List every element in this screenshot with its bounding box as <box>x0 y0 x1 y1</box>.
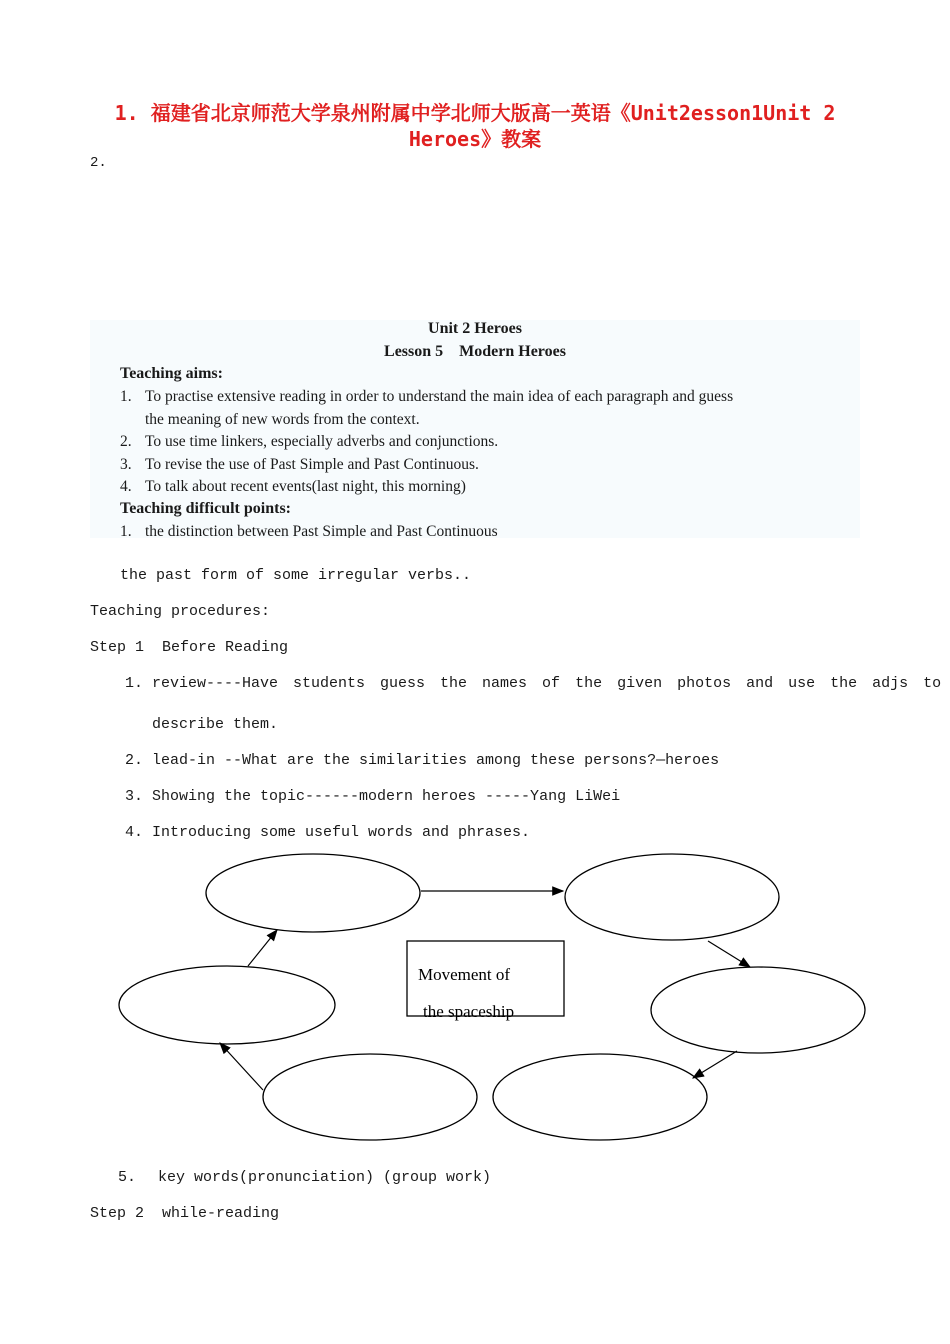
title-line-2: Heroes》教案 <box>408 127 542 151</box>
unit-heading: Unit 2 Heroes <box>428 320 522 337</box>
diagram-arrow <box>220 1043 263 1090</box>
procedure-item: 1. review----Have students guess the names of the given photos and use the adjs to <box>125 675 942 692</box>
diagram-arrow <box>693 1051 737 1078</box>
aim-item: the meaning of new words from the context. <box>145 411 420 428</box>
lesson-plan-image <box>90 320 860 538</box>
procedure-item-cont: describe them. <box>152 716 279 733</box>
document-title <box>60 100 890 152</box>
lesson-heading: Lesson 5 Modern Heroes <box>384 343 566 360</box>
center-label-line-1: Movement of <box>418 965 511 984</box>
diagram-ellipse <box>651 967 865 1053</box>
diagram-ellipse <box>206 854 420 932</box>
diagram-ellipse <box>119 966 335 1044</box>
past-form-line: the past form of some irregular verbs.. <box>120 567 472 584</box>
center-label-line-2: the spaceship <box>423 1002 515 1021</box>
item-number-2: 2. <box>90 155 107 171</box>
diagram-arrow <box>248 930 277 966</box>
aim-item: 4. To talk about recent events(last night, this morning) <box>120 478 466 495</box>
difficult-heading: Teaching difficult points: <box>120 500 291 517</box>
diagram-ellipse <box>493 1054 707 1140</box>
aim-item: 3. To revise the use of Past Simple and Past Continuous. <box>120 456 479 473</box>
aim-item: 2. To use time linkers, especially adverbs and conjunctions. <box>120 433 499 450</box>
spaceship-movement-diagram <box>0 845 950 1155</box>
diagram-ellipse <box>263 1054 477 1140</box>
diagram-ellipse <box>565 854 779 940</box>
procedure-item: 2. lead-in --What are the similarities among these persons?—heroes <box>125 752 720 769</box>
procedure-item: 3. Showing the topic------modern heroes -----Yang LiWei <box>125 788 621 805</box>
title-line-1: 1. 福建省北京师范大学泉州附属中学北师大版高一英语《Unit2esson1Unit 2 <box>114 101 836 125</box>
step-1-heading: Step 1 Before Reading <box>90 639 289 656</box>
diagram-arrow <box>708 941 750 967</box>
aim-item: 1. To practise extensive reading in order to understand the main idea of each paragraph and guess <box>120 388 734 405</box>
procedure-item-5: 5. key words(pronunciation) (group work) <box>118 1169 492 1186</box>
procedure-item: 4. Introducing some useful words and phrases. <box>125 824 531 841</box>
aims-heading: Teaching aims: <box>120 365 223 382</box>
procedures-heading: Teaching procedures: <box>90 603 271 620</box>
difficult-item: 1. the distinction between Past Simple and Past Continuous <box>120 523 498 538</box>
step-2-heading: Step 2 while-reading <box>90 1205 280 1222</box>
